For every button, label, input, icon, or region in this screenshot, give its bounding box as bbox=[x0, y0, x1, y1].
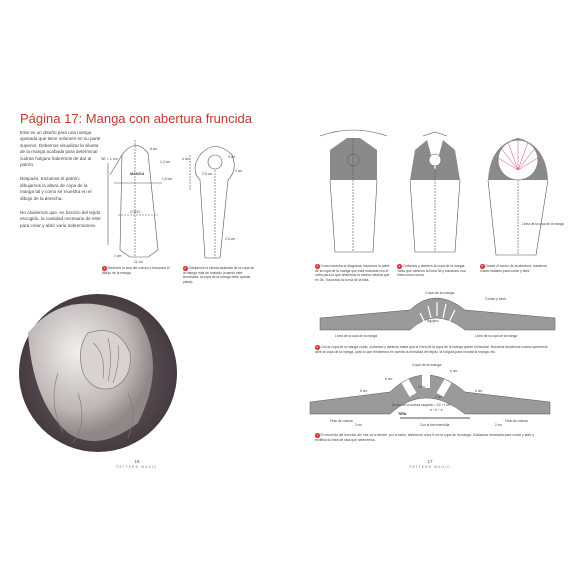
page-number-left: 16 bbox=[134, 459, 140, 464]
footer-right: PATTERN MAGIC bbox=[409, 465, 451, 469]
label-formula: a ÷ b ÷ a bbox=[430, 408, 443, 412]
label-codo: CODO bbox=[130, 210, 141, 214]
caption-7 bbox=[315, 433, 535, 442]
caption-1 bbox=[102, 266, 177, 275]
label-tira: TIRA bbox=[398, 412, 407, 416]
label-3cm: 3 cm bbox=[418, 385, 426, 389]
label-linea-copa-left: Línea de la copa de la manga bbox=[335, 334, 378, 338]
caption-text: El recorrido del fruncido ahí nos va a hender, por lo tanto, abriremos unos 5 cm la copa de la manga. Doblamos necesaria para cortar y abrir y rectifica la línea de sisa que obtenemos. bbox=[315, 433, 535, 442]
pattern-strip-diagram-2 bbox=[300, 362, 560, 430]
sleeve-pattern-diagram-2 bbox=[180, 140, 250, 265]
intro-paragraph: Este es un diseño para una manga ajustada que tiene volumen en su parte superior. Debemos visualizar la silueta de la manga acabada para determinar cuánta holgura habremos de dar al patrón. bbox=[20, 130, 101, 168]
caption-number: 1 bbox=[103, 266, 106, 270]
label-aguero: Agujero bbox=[427, 319, 439, 323]
label-se: SE = 1 cm bbox=[101, 157, 118, 161]
label-2cm: 2 cm bbox=[435, 395, 443, 399]
label-2cm-b: 2 cm bbox=[495, 423, 502, 427]
pattern-step-4-diagram bbox=[395, 130, 475, 260]
label-8cm: 8 cm bbox=[150, 147, 158, 151]
caption-number: 5 bbox=[481, 264, 484, 268]
pattern-step-3-diagram bbox=[315, 130, 395, 260]
label-2cm-a: 2 cm bbox=[355, 423, 362, 427]
label-6cm-b: 6 cm bbox=[450, 369, 458, 373]
intro-paragraph: No olvidemos que, en función del tejido escogido, la cantidad necesaria de este para crear y abrir varía sobremanera. bbox=[20, 210, 101, 228]
label-25cm-b: 2,5 cm bbox=[225, 237, 236, 241]
sleeve-pattern-diagram-1 bbox=[100, 135, 180, 265]
label-3cm: 3 cm bbox=[228, 155, 236, 159]
label-12cm: 1,2 cm bbox=[160, 160, 171, 164]
caption-text: Con la copa de la manga unida, cortamos y abrimos hasta que la línea de la copa de la manga quede horizontal. Nosotros decidimos cuánto queremos abrir la copa de la manga, para lo que tendremos en cuenta la densidad del tejido, la holgura para montar la manga, etc. bbox=[315, 345, 548, 354]
caption-3 bbox=[315, 264, 393, 282]
label-6cm-d: 6 cm bbox=[475, 389, 483, 393]
caption-text: Como muestra el diagrama, trazamos la parte de la copa de la manga que está marcada con el ovillo para lo que añadimos la misma medida que en 3b. Trazamos la curva de la sisa. bbox=[315, 264, 390, 282]
label-manga: MANGA bbox=[130, 172, 145, 176]
label-6cm-c: 6 cm bbox=[360, 389, 368, 393]
pattern-strip-diagram-1 bbox=[315, 288, 560, 340]
label-final-izq: Final de costura bbox=[330, 419, 353, 423]
intro-paragraph: Después, trazamos el patrón: dibujamos la altura de copa de la manga tal y como se muestra en el dibujo de la derecha. bbox=[20, 176, 92, 201]
label-final-der: Final de costura bbox=[505, 419, 528, 423]
footer-left: PATTERN MAGIC bbox=[116, 465, 158, 469]
label-ancho: Ancho de la costura cargada = 1/2 +1 cm bbox=[392, 403, 451, 407]
caption-text: Desde el centro de la abertura, trazamos líneas radiales para cortar y abrir. bbox=[480, 264, 547, 273]
label-4cm: 4 cm bbox=[182, 157, 190, 161]
label-11cm: 11 cm bbox=[134, 260, 143, 264]
garment-photo bbox=[18, 293, 178, 453]
label-15cm: 1,5 cm bbox=[162, 177, 173, 181]
caption-4 bbox=[397, 264, 472, 278]
pattern-step-5-diagram bbox=[478, 130, 565, 270]
label-copa-manga-2: Copa de la manga bbox=[412, 363, 442, 367]
caption-5 bbox=[480, 264, 552, 273]
label-linea-copa bbox=[522, 222, 564, 226]
intro-text bbox=[20, 130, 102, 237]
caption-number: 3 bbox=[316, 264, 319, 268]
caption-text: Dibujamos la silueta acabada de la copa de la manga más de costado (cuando esté terminada, la copa de la manga debe quedar plana). bbox=[183, 266, 255, 284]
label-cortar-abrir: Cortar y abrir bbox=[485, 297, 506, 301]
label-25cm: 2,5 cm bbox=[202, 172, 213, 176]
caption-number: 4 bbox=[398, 264, 401, 268]
caption-2 bbox=[183, 266, 255, 284]
label-1cm: 1 cm bbox=[114, 254, 122, 258]
caption-number: 2 bbox=[184, 266, 187, 270]
label-copa-manga: Copa de la manga bbox=[425, 291, 455, 295]
caption-6 bbox=[315, 345, 555, 354]
label-linea-copa-text: Línea de la copa de la manga bbox=[522, 222, 565, 226]
caption-text: Cortamos y abrimos la copa de la manga. Tanto que abrimos la línea 3b y trazamos una línea como nueva. bbox=[397, 264, 466, 278]
caption-number: 6 bbox=[316, 345, 319, 349]
caption-number: 7 bbox=[316, 433, 319, 437]
label-6cm-a: 6 cm bbox=[385, 377, 393, 381]
label-linea-copa-right: Línea de la copa de la manga bbox=[475, 334, 518, 338]
label-2cm: 2 cm bbox=[235, 169, 243, 173]
page-number-right: 17 bbox=[427, 459, 433, 464]
caption-text: Medimos la sisa del cuerpo y trazamos el dibujo de la manga. bbox=[102, 266, 170, 275]
page-title: Página 17: Manga con abertura fruncida bbox=[20, 111, 252, 126]
label-con-tira: Con la tira extendida bbox=[420, 423, 450, 427]
